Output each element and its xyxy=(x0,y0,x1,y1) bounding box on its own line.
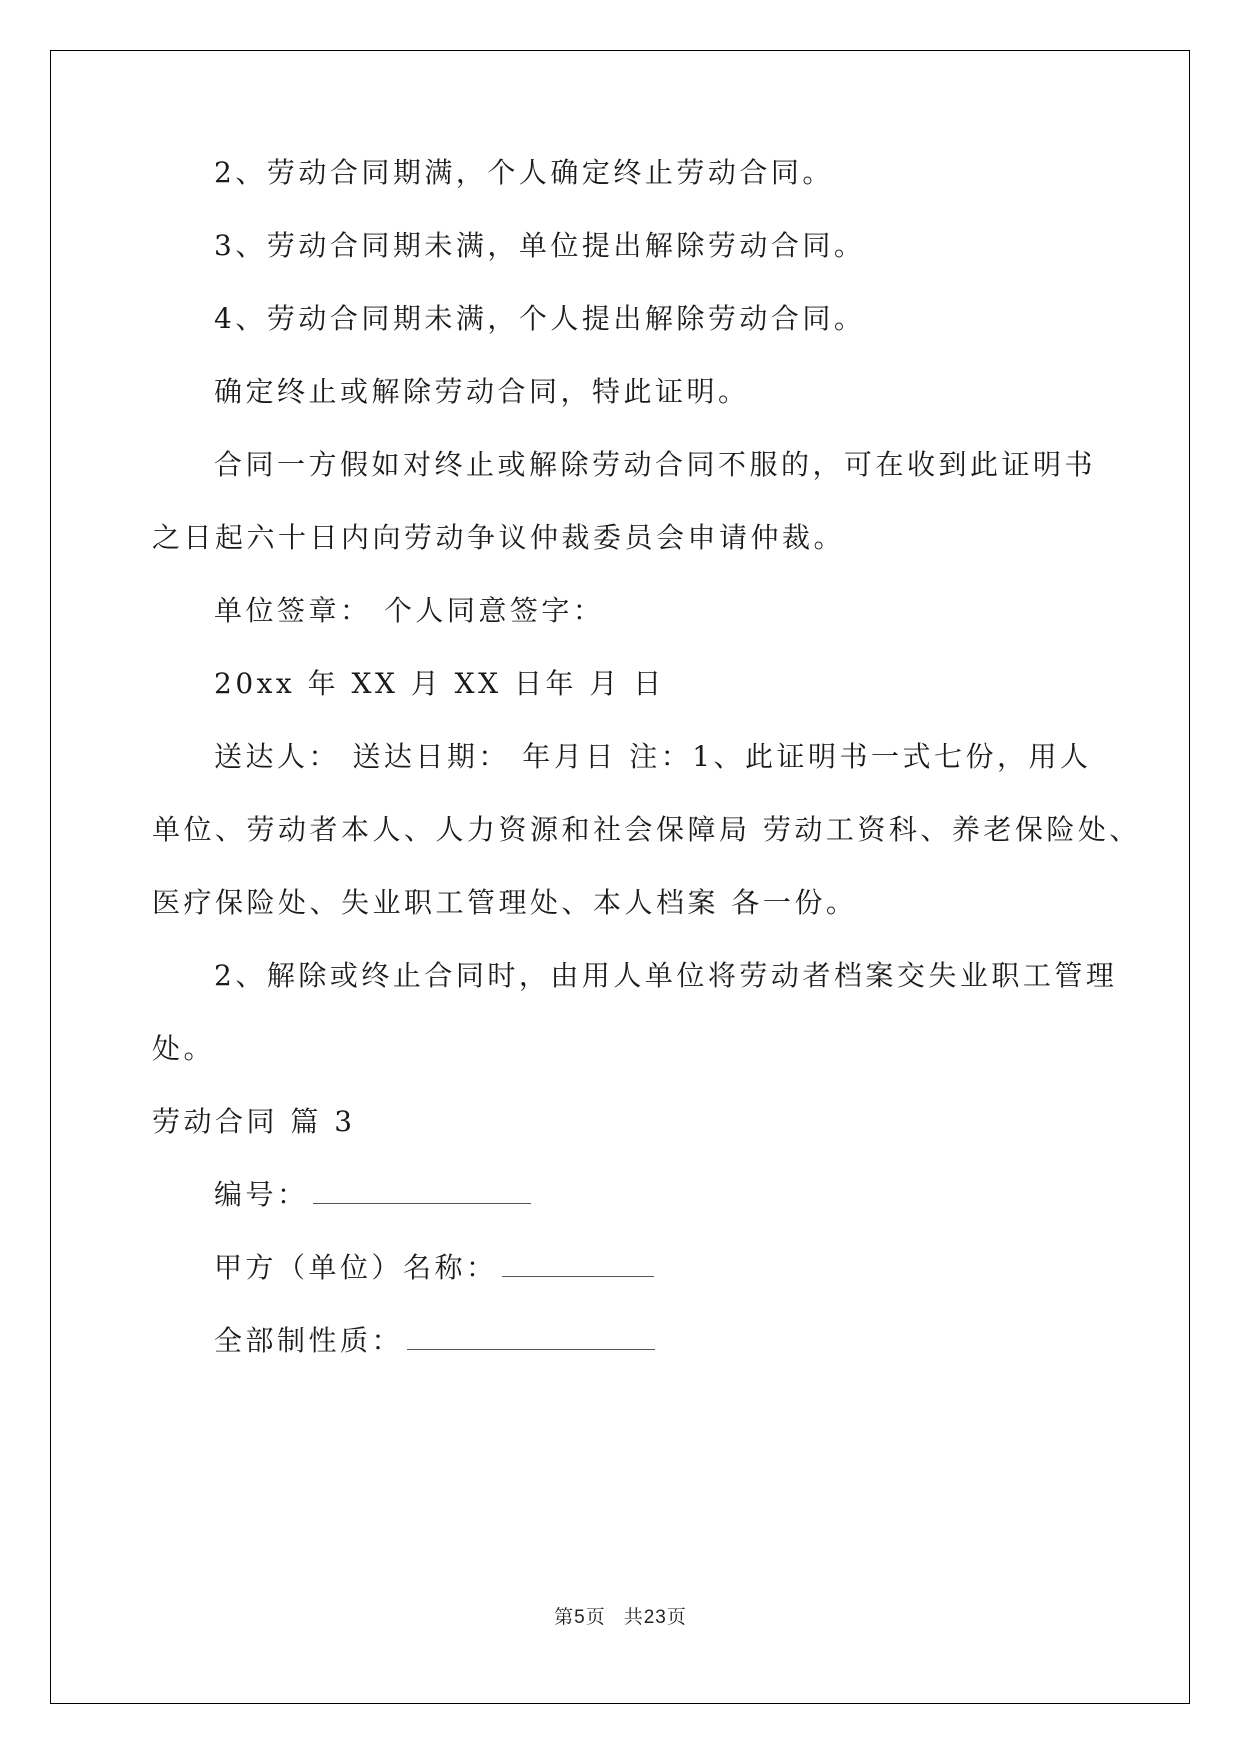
footer-total-unit: 页 xyxy=(666,1607,687,1628)
form-field-number-label: 编号： xyxy=(214,1178,309,1211)
paragraph-arbitration-line-1: 合同一方假如对终止或解除劳动合同不服的，可在收到此证明书 xyxy=(214,448,1097,481)
paragraph-item-4: 4、劳动合同期未满，个人提出解除劳动合同。 xyxy=(214,302,866,335)
delivery-note-line-3: 医疗保险处、失业职工管理处、本人档案 各一份。 xyxy=(152,886,858,919)
footer-page-unit: 页 xyxy=(585,1607,606,1628)
form-field-party-a-label: 甲方（单位）名称： xyxy=(214,1251,498,1284)
form-field-ownership xyxy=(214,1324,655,1358)
footer-total-pages: 23 xyxy=(643,1607,667,1628)
delivery-note-line-1: 送达人： 送达日期： 年月日 注：1、此证明书一式七份，用人 xyxy=(214,740,1092,773)
paragraph-item-2: 2、劳动合同期满，个人确定终止劳动合同。 xyxy=(214,156,834,189)
paragraph-confirmation: 确定终止或解除劳动合同，特此证明。 xyxy=(214,375,750,408)
page-border xyxy=(50,50,1190,1704)
date-line: 20xx 年 XX 月 XX 日年 月 日 xyxy=(214,667,665,700)
form-field-party-a-blank xyxy=(502,1252,654,1277)
page-footer xyxy=(0,1602,1241,1629)
section-heading: 劳动合同 篇 3 xyxy=(152,1105,356,1138)
paragraph-item-3: 3、劳动合同期未满，单位提出解除劳动合同。 xyxy=(214,229,866,262)
footer-page-number: 5 xyxy=(574,1607,586,1628)
form-field-ownership-label: 全部制性质： xyxy=(214,1324,404,1357)
paragraph-arbitration-line-2: 之日起六十日内向劳动争议仲裁委员会申请仲裁。 xyxy=(152,521,846,554)
delivery-note-line-2: 单位、劳动者本人、人力资源和社会保障局 劳动工资科、养老保险处、 xyxy=(152,813,1141,846)
note-2-line-2: 处。 xyxy=(152,1032,216,1065)
signature-line: 单位签章： 个人同意签字： xyxy=(214,594,605,627)
form-field-party-a xyxy=(214,1251,654,1285)
form-field-number-blank xyxy=(313,1179,531,1204)
note-2-line-1: 2、解除或终止合同时，由用人单位将劳动者档案交失业职工管理 xyxy=(214,959,1118,992)
footer-total-prefix: 共 xyxy=(623,1607,644,1628)
footer-prefix: 第 xyxy=(554,1607,575,1628)
form-field-ownership-blank xyxy=(407,1325,655,1350)
form-field-number xyxy=(214,1178,531,1212)
